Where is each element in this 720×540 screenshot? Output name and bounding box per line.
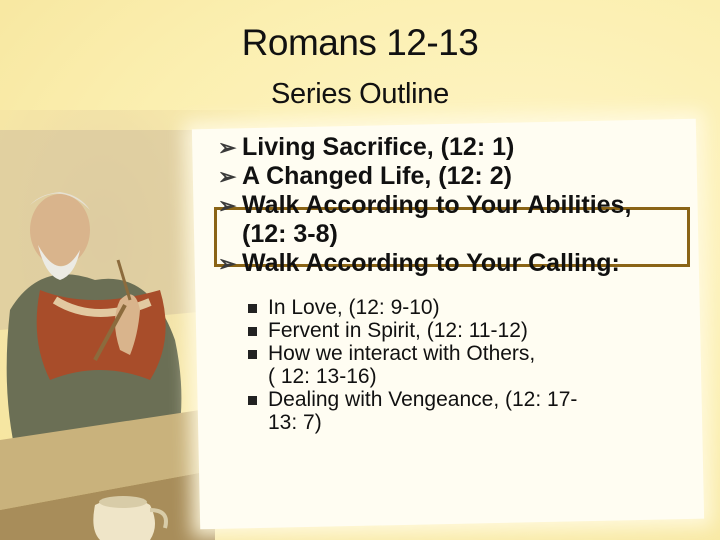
sublist-item-text: Dealing with Vengeance, (12: 17-	[268, 388, 578, 411]
outline-item-text: Walk According to Your Calling:	[242, 249, 620, 277]
sublist-item	[246, 319, 686, 342]
sublist-item-text: How we interact with Others,	[268, 342, 536, 365]
outline-item-text-continued: (12: 3-8)	[242, 220, 338, 248]
square-bullet-icon	[248, 396, 257, 405]
sublist-item-text-continued: 13: 7)	[268, 411, 322, 434]
sublist-item-text: In Love, (12: 9-10)	[268, 296, 440, 319]
slide-subtitle: Series Outline	[271, 78, 449, 110]
outline-item	[218, 249, 698, 278]
slide-title: Romans 12-13	[241, 22, 479, 63]
sublist-item-text: Fervent in Spirit, (12: 11-12)	[268, 319, 528, 342]
arrow-bullet-icon: ➢	[218, 164, 237, 189]
sublist-item	[246, 342, 686, 388]
outline-item	[218, 162, 698, 191]
arrow-bullet-icon: ➢	[218, 193, 237, 218]
arrow-bullet-icon: ➢	[218, 251, 237, 276]
outline-item	[218, 133, 698, 162]
sublist-item	[246, 296, 686, 319]
outline-item-text: Living Sacrifice, (12: 1)	[242, 133, 515, 161]
square-bullet-icon	[248, 350, 257, 359]
sublist-item-text-continued: ( 12: 13-16)	[268, 365, 377, 388]
arrow-bullet-icon: ➢	[218, 135, 237, 160]
calling-sublist	[246, 296, 686, 434]
square-bullet-icon	[248, 304, 257, 313]
square-bullet-icon	[248, 327, 257, 336]
outline-item-text: A Changed Life, (12: 2)	[242, 162, 512, 190]
outline-list	[218, 133, 698, 278]
outline-item-current	[218, 191, 698, 249]
outline-item-text: Walk According to Your Abilities,	[242, 191, 632, 219]
sublist-item	[246, 388, 686, 434]
